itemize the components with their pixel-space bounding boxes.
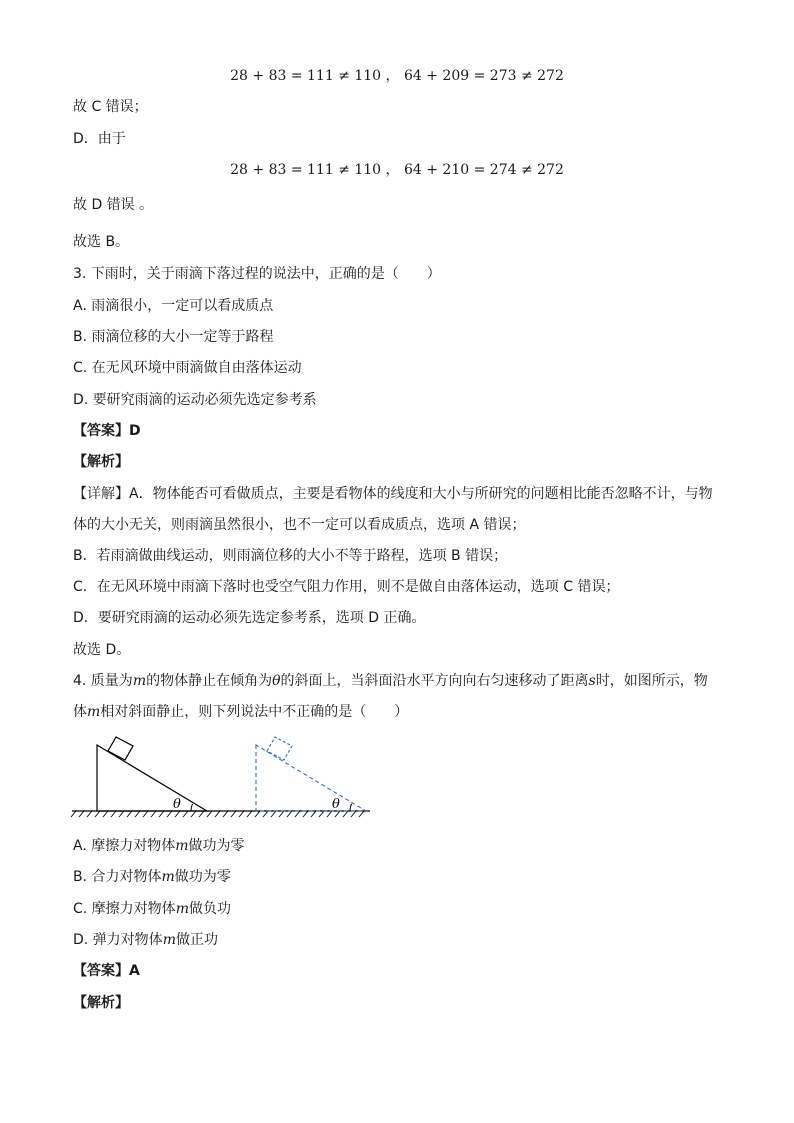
question-3-stem: 3. 下雨时，关于雨滴下落过程的说法中，正确的是（ ） — [73, 266, 441, 282]
q4-option-a-var: m — [175, 838, 189, 854]
text-choose-d: 故选 D。 — [73, 642, 131, 658]
q4-option-d-text2: 做正功 — [175, 932, 218, 948]
q4-var-s: s — [588, 673, 596, 689]
angle-arc-dashed — [350, 804, 352, 811]
question-4-option-c — [73, 899, 231, 919]
question-4-answer: 【答案】A — [73, 963, 140, 979]
angle-label-dashed: θ — [332, 797, 340, 812]
question-3-analysis-heading: 【解析】 — [73, 454, 129, 470]
ground-hatching — [71, 811, 364, 817]
question-3-detail-5: D．要研究雨滴的运动必须先选定参考系，选项 D 正确。 — [73, 610, 426, 626]
q4-text-1d: 时，如图所示，物 — [595, 673, 708, 689]
angle-arc-solid — [191, 804, 193, 811]
text-d-because: D．由于 — [73, 131, 126, 147]
text-choose-b: 故选 B。 — [73, 234, 130, 250]
block-solid — [108, 737, 133, 760]
q4-option-d-text: D. 弹力对物体 — [73, 932, 163, 948]
q4-option-b-text2: 做功为零 — [174, 869, 231, 885]
q4-var-theta: θ — [272, 673, 281, 689]
incline-figure — [70, 733, 375, 823]
q4-option-c-text2: 做负功 — [188, 901, 231, 917]
q4-option-c-var: m — [175, 901, 189, 917]
block-dashed — [267, 737, 292, 760]
equation-line-2: 28 + 83 = 111 ≠ 110 ， 64 + 210 = 274 ≠ 272 — [230, 162, 564, 178]
incline-solid — [97, 745, 207, 811]
q4-text-1b: 的物体静止在倾角为 — [146, 673, 273, 689]
question-3-detail-3: B．若雨滴做曲线运动，则雨滴位移的大小不等于路程，选项 B 错误； — [73, 548, 508, 564]
q4-text-1c: 的斜面上，当斜面沿水平方向向右匀速移动了距离 — [280, 673, 589, 689]
q4-option-a-text2: 做功为零 — [188, 838, 245, 854]
angle-label-solid: θ — [173, 797, 181, 812]
q4-option-b-text: B. 合力对物体 — [73, 869, 162, 885]
q4-text-1a: 4. 质量为 — [73, 673, 133, 689]
question-3-answer: 【答案】D — [73, 423, 141, 439]
q4-option-a-text: A. 摩擦力对物体 — [73, 838, 176, 854]
question-4-option-a — [73, 836, 245, 856]
question-4-stem-line-1 — [73, 671, 708, 691]
q4-option-b-var: m — [161, 869, 175, 885]
q4-var-m-2: m — [87, 704, 101, 720]
question-4-option-b — [73, 867, 231, 887]
question-3-option-a: A. 雨滴很小，一定可以看成质点 — [73, 298, 274, 314]
question-4-analysis-heading: 【解析】 — [73, 995, 129, 1011]
q4-option-c-text: C. 摩擦力对物体 — [73, 901, 176, 917]
question-3-detail-4: C．在无风环境中雨滴下落时也受空气阻力作用，则不是做自由落体运动，选项 C 错误； — [73, 579, 620, 595]
q4-var-m: m — [132, 673, 147, 689]
q4-option-d-var: m — [162, 932, 176, 948]
question-3-detail-1: 【详解】A．物体能否可看做质点，主要是看物体的线度和大小与所研究的问题相比能否忽略不计，与物 — [73, 486, 713, 502]
equation-line-1: 28 + 83 = 111 ≠ 110 ， 64 + 209 = 273 ≠ 272 — [230, 68, 564, 84]
question-3-option-b: B. 雨滴位移的大小一定等于路程 — [73, 329, 274, 345]
text-c-wrong: 故 C 错误； — [73, 99, 148, 115]
question-3-option-d: D. 要研究雨滴的运动必须先选定参考系 — [73, 392, 317, 408]
q4-text-2b: 相对斜面静止，则下列说法中不正确的是（ ） — [100, 704, 409, 720]
question-3-detail-2: 体的大小无关，则雨滴虽然很小，也不一定可以看成质点，选项 A 错误； — [73, 517, 526, 533]
text-d-wrong: 故 D 错误 。 — [73, 197, 154, 213]
question-3-option-c: C. 在无风环境中雨滴做自由落体运动 — [73, 360, 302, 376]
question-4-stem-line-2 — [73, 702, 408, 722]
q4-text-2a: 体 — [73, 704, 87, 720]
incline-dashed — [256, 745, 366, 811]
question-4-option-d — [73, 930, 218, 950]
